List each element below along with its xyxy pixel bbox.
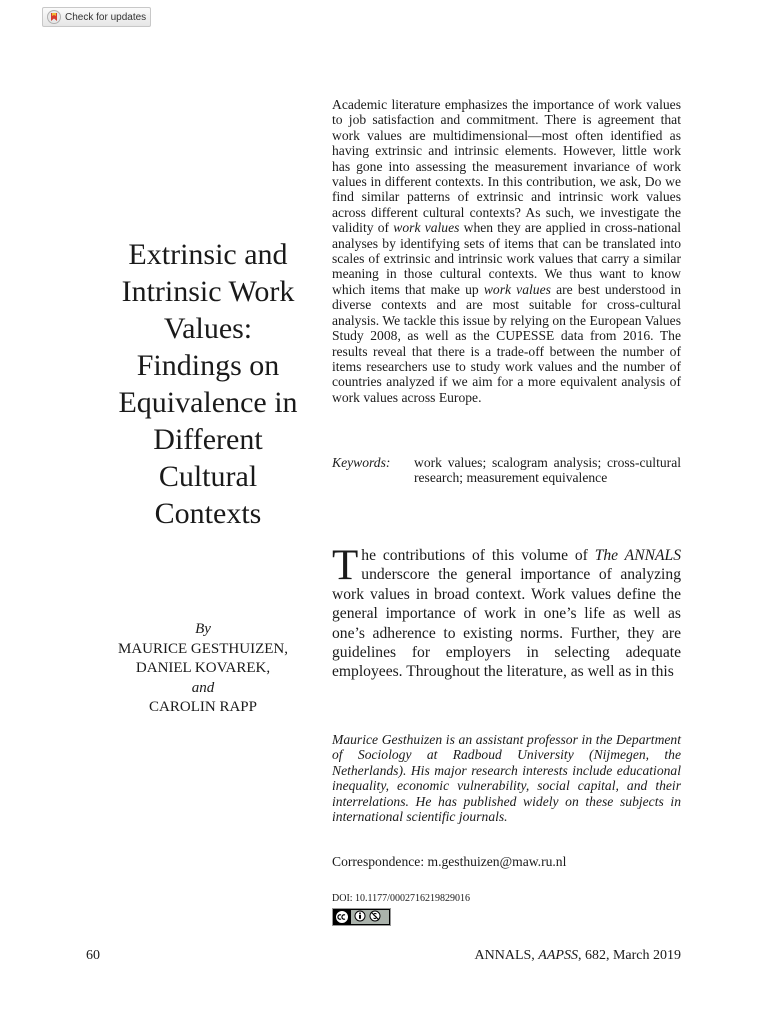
title-line: Contexts (154, 497, 262, 530)
journal-title-emphasis: The ANNALS (594, 547, 681, 564)
body-text: he contributions of this volume of (361, 547, 595, 564)
title-line: Values: (163, 312, 253, 345)
author-name: DANIEL KOVAREK, (135, 660, 271, 676)
author-name: CAROLIN RAPP (149, 699, 257, 715)
abstract-text: when they are applied in cross-national analyses by identifying sets of items that can be translated into scales of extrinsic and intrinsic work values that carry a similar meaning in those cultural contexts. We thus want to know which items that make up (332, 220, 682, 297)
keywords-text: work values; scalogram analysis; cross-cultural research; measurement equivalence (414, 455, 681, 486)
body-paragraph (332, 542, 681, 682)
doi: DOI: 10.1177/0002716219829016 (332, 893, 470, 904)
article-title (86, 236, 330, 532)
title-line: Equivalence in (118, 386, 298, 419)
running-footer (475, 948, 681, 964)
title-line: Cultural (158, 460, 258, 493)
title-line: Extrinsic and (128, 238, 288, 271)
abstract-emphasis: work values (393, 220, 460, 236)
body-text: underscore the general importance of analyzing work values in broad context. Work values define the general importance of work in one’s life as well as one’s adherence to existing norms. Further, they are guidelines for employers in selecting adequate employees. Throughout the literature, as well as in this (332, 566, 681, 681)
abstract-text: are best understood in diverse contexts and are most suitable for cross-cultural analysis. We tackle this issue by relying on the European Values Study 2008, as well as the CUPESSE data from 2016. The results reveal that there is a trade-off between the number of items researchers use to study work values and the number of countries analyzed if we aim for a more equivalent analysis of work values across Europe. (332, 281, 681, 405)
check-for-updates-label: Check for updates (65, 11, 147, 23)
check-for-updates-icon (47, 10, 61, 24)
author-block (86, 620, 320, 718)
abstract-text: Academic literature emphasizes the importance of work values to job satisfaction and commitment. There is agreement that work values are multidimensional—most often identified as having extrinsic and intrinsic elements. However, little work has gone into assessing the measurement invariance of work values in different contexts. In this contribution, we ask, Do we find similar patterns of extrinsic and intrinsic work values across different cultural contexts? As such, we investigate the validity of (332, 97, 681, 236)
author-name: MAURICE GESTHUIZEN, (118, 640, 288, 657)
check-for-updates-button[interactable] (42, 7, 151, 27)
drop-cap: T (332, 542, 359, 589)
page-number: 60 (86, 948, 100, 963)
abstract-emphasis: work values (483, 281, 551, 297)
title-line: Intrinsic Work (121, 275, 295, 308)
title-line: Findings on (136, 349, 280, 382)
keywords-label: Keywords: (332, 455, 391, 470)
journal-abbrev: AAPSS (538, 948, 578, 963)
by-label: By (195, 621, 211, 637)
correspondence: Correspondence: m.gesthuizen@maw.ru.nl (332, 854, 567, 869)
author-bio: Maurice Gesthuizen is an assistant professor in the Department of Sociology at Radboud University (Nijmegen, the Netherlands). His major research interests include educational inequality, economic vulnerability, social capital, and their interrelations. He has published widely on these subjects in international scientific journals. (332, 732, 681, 825)
title-line: Different (153, 423, 263, 456)
cc-by-nc-license-icon (332, 908, 391, 926)
and-label: and (191, 679, 215, 696)
issue-info: , 682, March 2019 (577, 948, 681, 963)
abstract (332, 97, 681, 405)
journal-name: ANNALS, (474, 948, 539, 963)
keywords (332, 455, 681, 486)
